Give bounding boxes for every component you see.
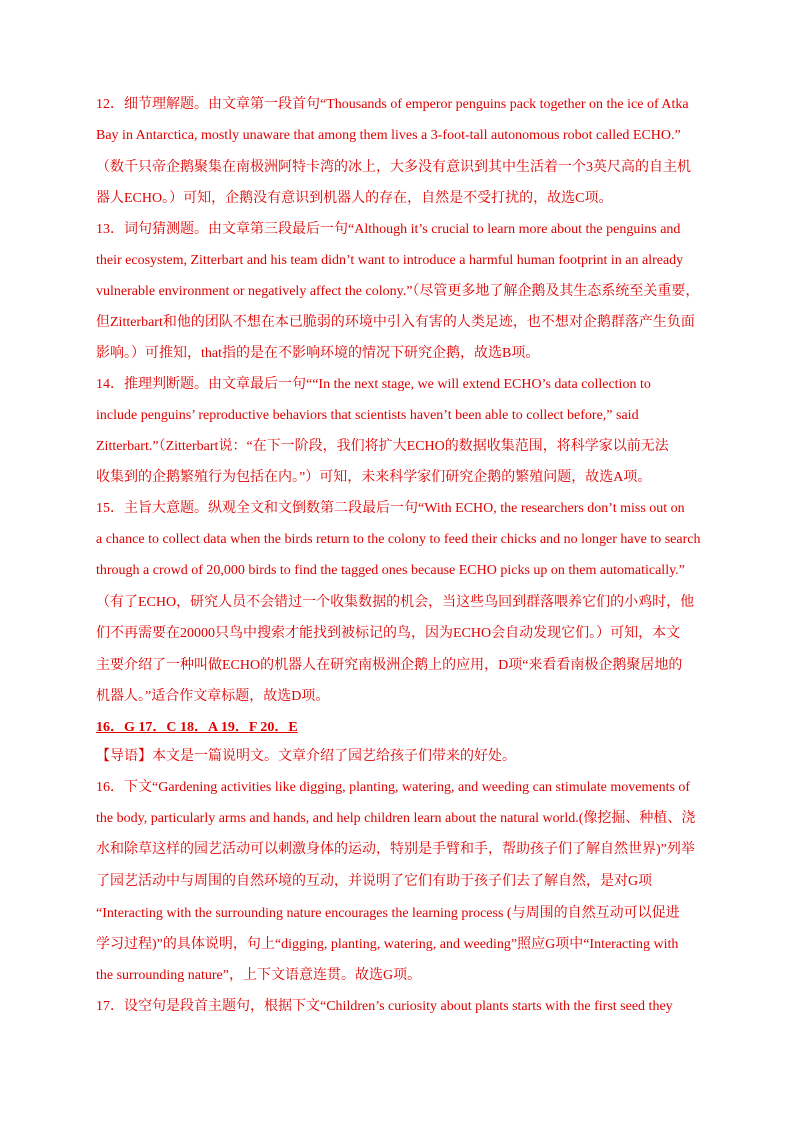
text-line: 12．细节理解题。由文章第一段首句“Thousands of emperor penguins pack together on the ice of Atka (96, 97, 689, 112)
text-line: vulnerable environment or negatively affect the colony.”（尽管更多地了解企鹅及其生态系统至关重要， (96, 284, 700, 299)
text-line: 14．推理判断题。由文章最后一句““In the next stage, we will extend ECHO’s data collection to (96, 377, 651, 392)
text-line: 们不再需要在20000只鸟中搜索才能找到被标记的鸟，因为ECHO会自动发现它们。）可知，本文 (96, 626, 681, 641)
text-line: 17．设空句是段首主题句，根据下文“Children’s curiosity about plants starts with the first seed they (96, 999, 673, 1014)
text-line: （有了ECHO，研究人员不会错过一个收集数据的机会，当这些鸟回到群落喂养它们的小鸡时，他 (96, 595, 695, 610)
text-line: their ecosystem, Zitterbart and his team didn’t want to introduce a harmful human footprint in an already (96, 253, 684, 268)
answer-key: 16．G 17．C 18．A 19．F 20．E (96, 720, 298, 735)
text-line: 机器人。”适合作文章标题，故选D项。 (96, 689, 330, 704)
text-line: the body, particularly arms and hands, and help children learn about the natural world.(像挖掘、种植、浇 (96, 811, 696, 826)
text-line: “Interacting with the surrounding nature encourages the learning process (与周围的自然互动可以促进 (96, 906, 680, 921)
text-line: 水和除草这样的园艺活动可以刺激身体的运动，特别是手臂和手，帮助孩子们了解自然世界)”列举 (96, 842, 695, 857)
text-line: the surrounding nature”，上下文语意连贯。故选G项。 (96, 968, 422, 983)
text-line: 但Zitterbart和他的团队不想在本已脆弱的环境中引入有害的人类足迹，也不想对企鹅群落产生负面 (96, 315, 695, 330)
text-line: 了园艺活动中与周围的自然环境的互动，并说明了它们有助于孩子们去了解自然，是对G项 (96, 874, 653, 889)
text-line: 器人ECHO。）可知，企鹅没有意识到机器人的存在，自然是不受打扰的，故选C项。 (96, 191, 613, 206)
text-line: Bay in Antarctica, mostly unaware that among them lives a 3-foot-tall autonomous robot called ECHO.” (96, 128, 681, 143)
text-line: 13．词句猜测题。由文章第三段最后一句“Although it’s crucial to learn more about the penguins and (96, 222, 681, 237)
text-line: 主要介绍了一种叫做ECHO的机器人在研究南极洲企鹅上的应用，D项“来看看南极企鹅聚居地的 (96, 658, 683, 673)
text-line: 15．主旨大意题。纵观全文和文倒数第二段最后一句“With ECHO, the researchers don’t miss out on (96, 501, 685, 516)
text-line: 收集到的企鹅繁殖行为包括在内。”）可知，未来科学家们研究企鹅的繁殖问题，故选A项。 (96, 470, 652, 485)
text-line: a chance to collect data when the birds return to the colony to feed their chicks and no longer have to search (96, 532, 701, 547)
text-line: 学习过程)”的具体说明，句上“digging, planting, watering, and weeding”照应G项中“Interacting with (96, 937, 679, 952)
text-line: 16．下文“Gardening activities like digging, planting, watering, and weeding can stimulate movements of (96, 780, 691, 795)
text-line: （数千只帝企鹅聚集在南极洲阿特卡湾的冰上，大多没有意识到其中生活着一个3英尺高的自主机 (96, 160, 691, 175)
text-line: Zitterbart.”（Zitterbart说：“在下一阶段，我们将扩大ECHO的数据收集范围，将科学家以前无法 (96, 439, 669, 454)
text-line: 【导语】本文是一篇说明文。文章介绍了园艺给孩子们带来的好处。 (96, 749, 516, 764)
text-line: include penguins’ reproductive behaviors that scientists haven’t been able to collect before,” said (96, 408, 639, 423)
text-line: 影响。）可推知，that指的是在不影响环境的情况下研究企鹅，故选B项。 (96, 346, 540, 361)
text-line: through a crowd of 20,000 birds to find the tagged ones because ECHO picks up on them automatically.” (96, 563, 685, 578)
